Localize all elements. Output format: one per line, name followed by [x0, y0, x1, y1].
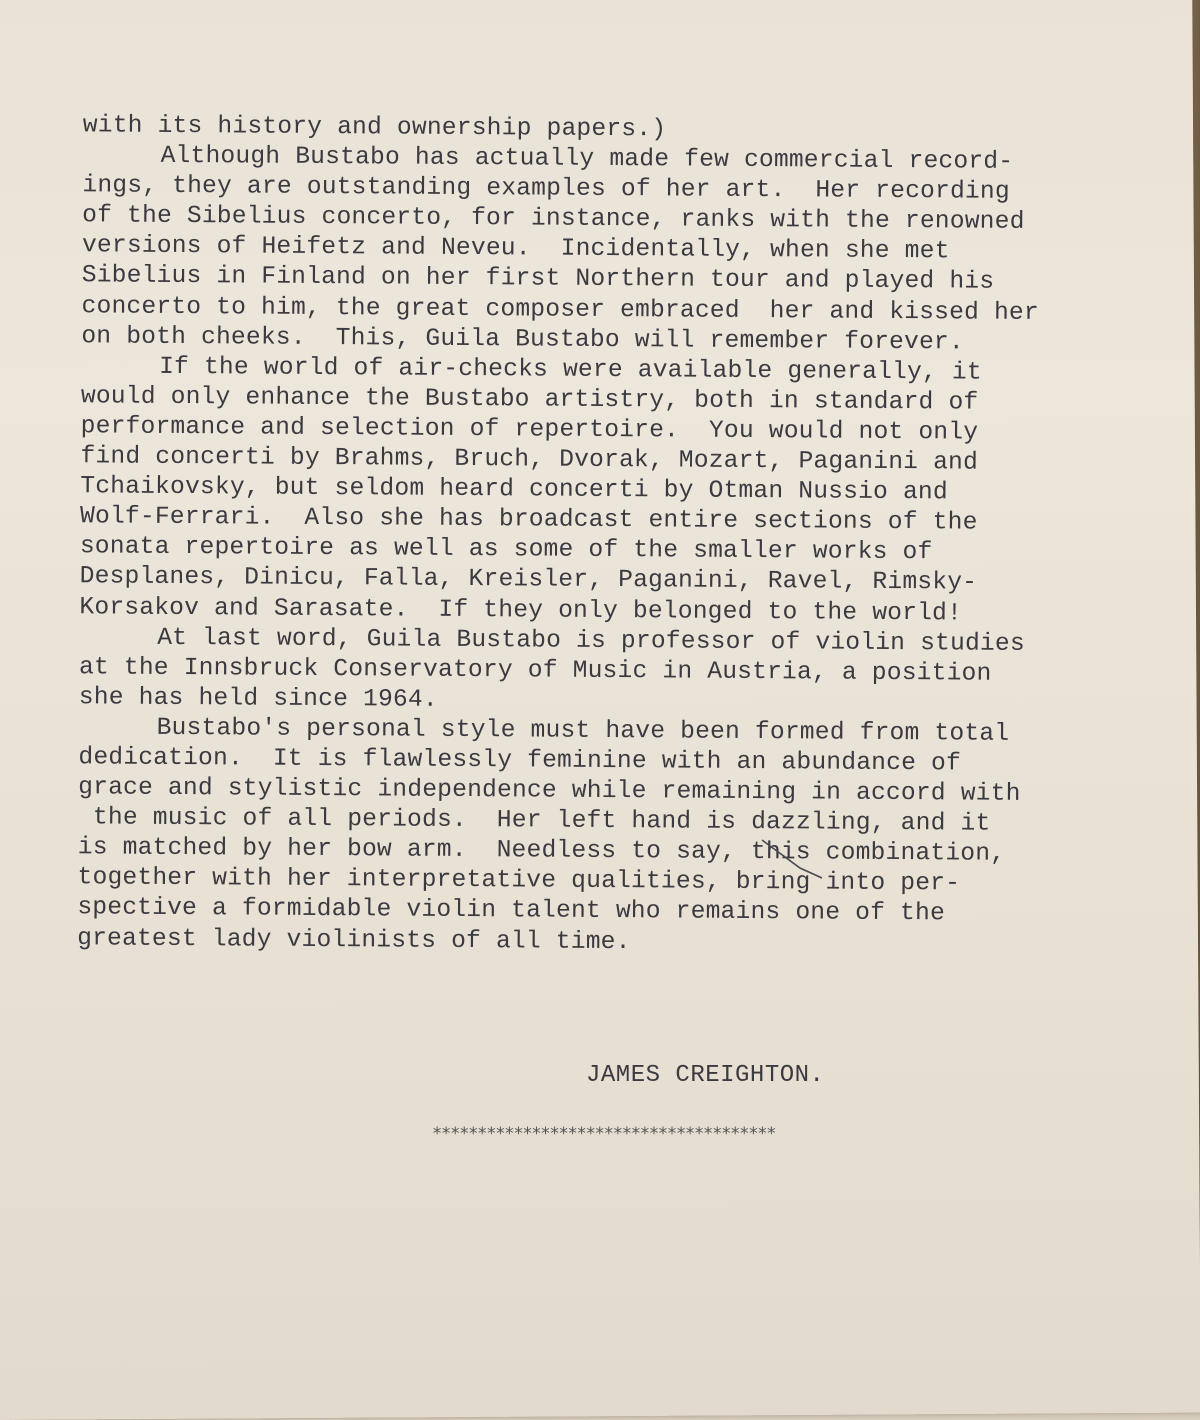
pen-mark-icon [760, 838, 840, 888]
text-line: on both cheeks. This, Guila Bustabo will remember forever. [81, 322, 964, 357]
text-line: together with her interpretative qualities, bring into per- [77, 864, 961, 898]
text-line: performance and selection of repertoire. You would not only [80, 413, 979, 447]
body-text [77, 111, 1043, 960]
text-line: Desplanes, Dinicu, Falla, Kreisler, Paganini, Ravel, Rimsky- [79, 563, 978, 597]
text-line: would only enhance the Bustabo artistry, both in standard of [80, 383, 979, 417]
paragraph-start-line: If the world of air-checks were available generally, it [159, 353, 982, 387]
paragraph-start-line: Although Bustabo has actually made few commercial record- [160, 142, 1014, 176]
text-line: sonata repertoire as well as some of the smaller works of [79, 533, 933, 567]
text-line: Tchaikovsky, but seldom heard concerti by Otman Nussio and [80, 473, 948, 507]
paragraph-start-line: At last word, Guila Bustabo is professor of violin studies [157, 624, 1025, 658]
author-signature: JAMES CREIGHTON. [586, 1062, 825, 1089]
text-line: Sibelius in Finland on her first Northern tour and played his [81, 262, 995, 297]
text-line: greatest lady violinists of all time. [77, 924, 631, 956]
text-line: Wolf-Ferrari. Also she has broadcast entire sections of the [79, 503, 978, 537]
text-line: ings, they are outstanding examples of her art. Her recording [82, 172, 1010, 206]
text-line: dedication. It is flawlessly feminine with an abundance of [78, 744, 962, 778]
text-line: with its history and ownership papers.) [82, 112, 667, 144]
text-line: concerto to him, the great composer embraced her and kissed her [81, 292, 1039, 327]
text-line: versions of Heifetz and Neveu. Incidentally, when she met [81, 232, 950, 266]
text-line: is matched by her bow arm. Needless to say, this combination, [77, 834, 1006, 869]
text-line: Korsakov and Sarasate. If they only belonged to the world! [79, 593, 963, 627]
text-line: grace and stylistic independence while remaining in accord with [78, 774, 1021, 808]
text-line: of the Sibelius concerto, for instance, ranks with the renowned [82, 202, 1025, 237]
text-line: find concerti by Brahms, Bruch, Dvorak, Mozart, Paganini and [80, 443, 979, 477]
text-line: the music of all periods. Her left hand is dazzling, and it [77, 804, 991, 838]
text-line: she has held since 1964. [78, 684, 438, 714]
ornament-divider: ************************************** [432, 1124, 776, 1144]
text-line: at the Innsbruck Conservatory of Music in Austria, a position [78, 653, 992, 688]
text-line: spective a formidable violin talent who remains one of the [77, 894, 946, 928]
paragraph-start-line: Bustabo's personal style must have been formed from total [156, 714, 1010, 748]
